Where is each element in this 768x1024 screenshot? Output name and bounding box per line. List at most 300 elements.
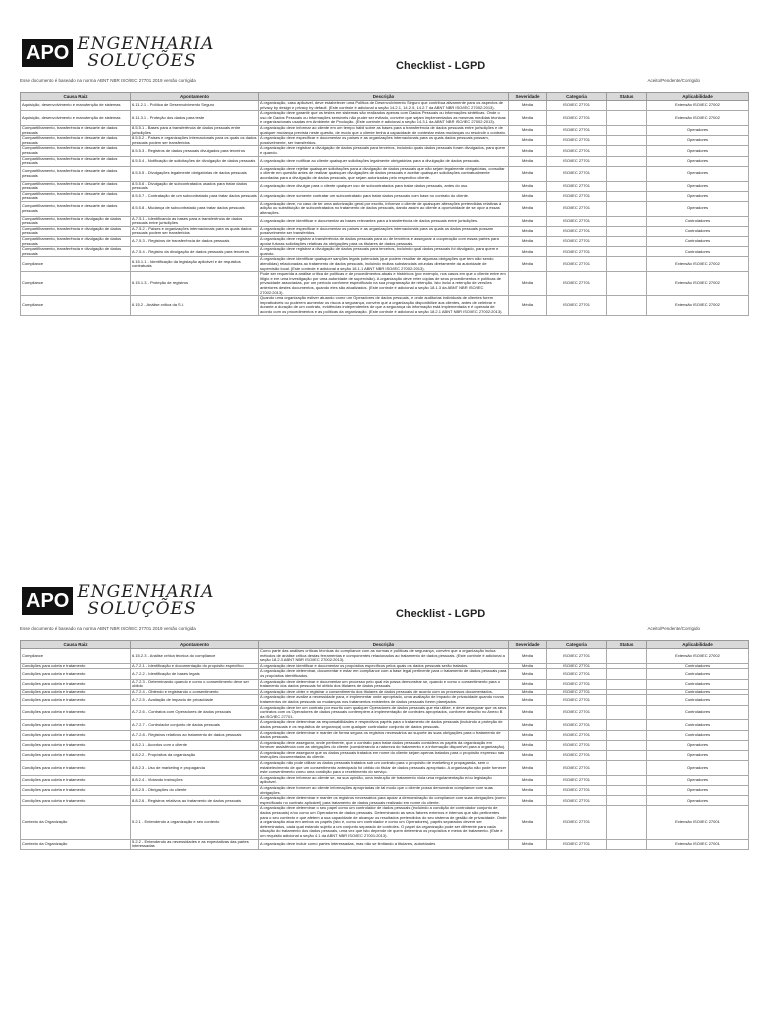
cell-apontamento: 6.15.1.3 - Proteção de registros [131,272,259,296]
table-row [21,156,749,166]
cell-aplicabilidade: Operadores [647,191,749,201]
cell-descricao: A organização deve determinar e manter os registros necessários para apoiar a demonstração do compliance com suas obrigações (como especificado no contrato aplicável) para tratamento de dados pessoais realizado em nome do cliente. [259,796,509,806]
cell-descricao: A organização deve determinar as responsabilidades e respectivos papéis para o tratamento de dados pessoais (incluindo a proteção de dados pessoais e os requisitos de segurança) com qualquer controlador conjunto de dados pessoais. [259,720,509,730]
checklist-table [20,92,749,316]
cell-status [607,191,647,201]
cell-apontamento: A.7.2.6 - Contratos com Operadores de dados pessoais [131,705,259,720]
cell-categoria: ISO/IEC 27701 [547,679,607,689]
cell-severidade: Média [509,156,547,166]
cell-severidade: Média [509,257,547,272]
cell-categoria: ISO/IEC 27701 [547,191,607,201]
cell-causa-raiz: Compliance [21,257,131,272]
cell-categoria: ISO/IEC 27701 [547,761,607,776]
cell-aplicabilidade: Controladores [647,705,749,720]
cell-categoria: ISO/IEC 27701 [547,796,607,806]
cell-status [607,796,647,806]
cell-apontamento: 8.5.5.2 - Países e organizações internacionais para os quais os dados pessoais podem ser transferidos [132,135,257,145]
cell-descricao: A organização deve determinar, documentar e estar em compliance com a base legal pertinente para o tratamento de dados pessoais para os propósitos identificados. [259,669,509,679]
table-row [21,786,749,796]
table-row [21,750,749,760]
cell-apontamento: A.7.2.4 - Obtendo e registrando o consentimento [131,689,259,695]
cell-severidade: Média [509,786,547,796]
cell-aplicabilidade: Controladores [647,226,749,236]
table-row [21,272,749,296]
page-title: Checklist - LGPD [396,608,486,620]
table-row [21,669,749,679]
cell-categoria: ISO/IEC 27701 [547,839,607,849]
cell-severidade: Média [509,839,547,849]
table-row [21,839,749,849]
cell-status [607,181,647,191]
cell-aplicabilidade: Operadores [647,125,749,135]
cell-aplicabilidade: Controladores [647,695,749,705]
cell-descricao: A organização deve identificar e documentar os propósitos específicos pelos quais os dados pessoais serão tratados. [259,663,509,669]
column-header-severidade: Severidade [509,93,547,101]
cell-causa-raiz: Condições para coleta e tratamento [21,775,131,785]
cell-descricao: A organização não pode utilizar os dados pessoais tratados sob um contrato para o propósito de marketing e propaganda, sem o estabelecimento de que um consentimento antecipado foi obtido do titular de dados pessoais apropriado. A organização não pode fornecer este consentimento como uma condição para o recebimento do serviço. [259,761,509,776]
cell-categoria: ISO/IEC 27701 [547,296,607,315]
column-header-categoria: Categoria [547,93,607,101]
cell-aplicabilidade: Extensão ISO/IEC 27001 [647,839,749,849]
column-header-causa-raiz: Causa Raiz [21,641,131,649]
cell-severidade: Média [509,146,547,156]
cell-status [607,679,647,689]
status-legend: Aceito/Pendente/Corrigido [647,626,700,631]
cell-severidade: Média [509,272,547,296]
cell-status [607,166,647,181]
cell-severidade: Média [509,136,547,146]
cell-causa-raiz: Aquisição, desenvolvimento e manutenção de sistemas [21,111,131,126]
cell-status [607,720,647,730]
cell-severidade: Média [509,806,547,839]
cell-aplicabilidade: Operadores [647,146,749,156]
cell-apontamento: 6.15.1.1 - Identificação da legislação aplicável e de requisitos contratuais [131,257,259,272]
cell-apontamento: 8.8.2.5 - Obrigações do cliente [131,786,259,796]
cell-aplicabilidade: Operadores [647,166,749,181]
table-row [21,125,749,135]
cell-causa-raiz: Condições para coleta e tratamento [21,663,131,669]
cell-descricao: A organização deve informar ao cliente em um tempo hábil sobre as bases para a transferência de dados pessoais entre jurisdições e de qualquer mudança prevista neste quesito, de modo que o cliente tenha a capacidade de contestar estas mudanças ou rescindir o contrato. [259,125,509,135]
column-header-apontamento: Apontamento [131,641,259,649]
cell-categoria: ISO/IEC 27701 [547,649,607,664]
logo-wordmark: ENGENHARIA SOLUÇÕES [77,582,215,619]
cell-aplicabilidade: Extensão ISO/IEC 27002 [647,649,749,664]
cell-causa-raiz: Compliance [21,649,131,664]
cell-aplicabilidade: Controladores [647,679,749,689]
cell-categoria: ISO/IEC 27701 [547,125,607,135]
cell-descricao: A organização deve, no caso de ter uma autorização geral por escrito, informar o cliente de quaisquer alterações pretendidas relativas à adição ou substituição de subcontratados no tratamento de dados pessoais, dando assim ao cliente a oportunidade de se opor a essas alterações. [259,201,509,216]
cell-categoria: ISO/IEC 27701 [547,740,607,750]
cell-categoria: ISO/IEC 27701 [547,705,607,720]
cell-severidade: Média [509,125,547,135]
table-row [21,775,749,785]
checklist-page-1 [20,36,748,316]
cell-apontamento: A.7.5.1 - Identificando as bases para a transferência de dados pessoais entre jurisdições [131,216,259,226]
cell-categoria: ISO/IEC 27701 [547,663,607,669]
cell-aplicabilidade: Operadores [647,136,749,146]
page-header [20,584,748,640]
column-header-severidade: Severidade [509,641,547,649]
table-row [21,796,749,806]
cell-causa-raiz: Compartilhamento, transferência e divulgação de dados pessoais [21,216,131,226]
cell-causa-raiz: Condições para coleta e tratamento [21,786,131,796]
cell-apontamento: 8.5.5.3 - Registros de dados pessoais divulgados para terceiros [131,146,259,156]
cell-causa-raiz: Condições para coleta e tratamento [21,761,131,776]
cell-causa-raiz: Condições para coleta e tratamento [21,705,131,720]
column-header-causa-raiz: Causa Raiz [21,93,131,101]
cell-aplicabilidade: Controladores [647,689,749,695]
cell-aplicabilidade: Operadores [647,775,749,785]
cell-apontamento: 8.5.5.6 - Divulgação de subcontratados usados para tratar dados pessoais [131,181,259,191]
cell-status [607,216,647,226]
column-header-aplicabilidade: Aplicabilidade [647,93,749,101]
cell-severidade: Média [509,750,547,760]
cell-categoria: ISO/IEC 27701 [547,806,607,839]
cell-descricao: A organização, caso aplicável, deve estabelecer uma Política de Desenvolvimento Seguro que contribua ativamente para os aspectos de privacy by design e privacy by default. (Este controle é adicional a seção 14.2.1, 14.2.5, 14.2.7 da ABNT NBR ISO/IEC 27002:2013). [259,101,509,111]
cell-severidade: Média [509,226,547,236]
cell-status [607,237,647,247]
page-header [20,36,748,92]
checklist-page-2 [20,584,748,850]
table-row [21,136,749,146]
cell-status [607,125,647,135]
cell-status [607,272,647,296]
cell-aplicabilidade: Operadores [647,750,749,760]
cell-severidade: Média [509,689,547,695]
cell-descricao: A organização deve determinar e manter de forma segura os registros necessários ao suporte às suas obrigações para o tratamento de dados pessoais. [259,730,509,740]
column-header-categoria: Categoria [547,641,607,649]
cell-descricao: A organização deve assegurar que os dados pessoais tratados em nome do cliente sejam apenas tratados para o propósito expresso nas instruções documentadas do cliente. [259,750,509,760]
cell-severidade: Média [509,191,547,201]
cell-aplicabilidade: Controladores [647,720,749,730]
cell-categoria: ISO/IEC 27701 [547,201,607,216]
cell-categoria: ISO/IEC 27701 [547,111,607,126]
cell-categoria: ISO/IEC 27701 [547,669,607,679]
cell-descricao: A organização deve informar ao cliente se, na sua opinião, uma instrução de tratamento viola uma regulamentação e/ou legislação aplicável. [259,775,509,785]
cell-severidade: Média [509,679,547,689]
cell-status [607,111,647,126]
cell-severidade: Média [509,166,547,181]
cell-severidade: Média [509,111,547,126]
cell-status [607,649,647,664]
cell-descricao: A organização deve somente contratar um subcontratado para tratar dados pessoais com base no contrato do cliente. [259,191,509,201]
cell-descricao: A organização deve fornecer ao cliente informações apropriadas de tal modo que o cliente possa demonstrar compliance com suas obrigações. [259,786,509,796]
cell-descricao: A organização deve determinar o seu papel como um controlador de dados pessoais (incluindo a condição de controlador conjunto de dados pessoais) e/ou como um Operadores de dados pessoais. Determinando as seus fatores externos e internos que são pertinentes para o seu contexto e que afetem a sua capacidade de alcançar os resultados pretendidos do seu sistema de gestão de privacidade. Onde a organização atua em ambos os papéis (isto é, como um controlador e como um Operadores), papéis separados devem ser determinados, cada qual estando sujeito a um conjunto separado de controles. O papel da organização pode ser diferente para cada situação do tratamento dos dados pessoais, uma vez que isto depende de quem determina os propósitos e meios de tratamento. (Este é um requisito adicional a seção 4.1 da ABNT NBR ISO/IEC 27001:2013). [260,805,507,838]
column-header-aplicabilidade: Aplicabilidade [647,641,749,649]
cell-apontamento: 8.5.5.4 - Notificação de solicitações de divulgação de dados pessoais [131,156,259,166]
cell-severidade: Média [509,649,547,664]
column-header-status: Status [607,641,647,649]
cell-descricao: A organização deve assegurar, onde pertinente, que o contrato para tratar dados pessoais considera os papéis da organização em fornecer assistência com as obrigações do cliente (considerando a natureza do tratamento e a informação disponível para a organização). [259,740,509,750]
cell-status [607,750,647,760]
logo-wordmark: ENGENHARIA SOLUÇÕES [77,34,215,71]
cell-descricao: A organização deve determinar e documentar um processo pelo qual ela possa demonstrar se, quando e como o consentimento para o tratamento dos dados pessoais foi obtido dos titulares de dados pessoais. [259,679,509,689]
cell-causa-raiz: Condições para coleta e tratamento [21,740,131,750]
cell-categoria: ISO/IEC 27701 [547,775,607,785]
cell-descricao: Quando uma organização estiver atuando como um Operadores de dados pessoais, e onde auditorias individuais de clientes forem impraticáveis ou puderem aumentar os riscos a segurança, convém que a organização disponibilize aos clientes, antes de celebrar e durante a duração de um contrato, evidências independentes de que a segurança da informação está implementada e é operada de acordo com os procedimentos e as políticas da organização. (Este controle é adicional a seção 18.2.1 ABNT NBR ISO/IEC 27002:2013). [259,296,509,315]
cell-causa-raiz: Compliance [21,296,131,315]
cell-aplicabilidade: Operadores [647,201,749,216]
cell-apontamento: 8.8.2.1 - Acordos com o cliente [131,740,259,750]
cell-severidade: Média [509,201,547,216]
cell-categoria: ISO/IEC 27701 [547,101,607,111]
table-row [21,247,749,257]
cell-aplicabilidade: Extensão ISO/IEC 27002 [647,101,749,111]
cell-causa-raiz: Compartilhamento, transferência e descarte de dados pessoais [21,125,131,135]
table-body [21,649,749,850]
table-row [21,740,749,750]
cell-aplicabilidade: Operadores [647,761,749,776]
cell-categoria: ISO/IEC 27701 [547,216,607,226]
cell-status [607,705,647,720]
cell-causa-raiz: Condições para coleta e tratamento [21,669,131,679]
page-title: Checklist - LGPD [396,60,486,72]
cell-causa-raiz: Compartilhamento, transferência e descarte de dados pessoais [21,146,131,156]
cell-status [607,156,647,166]
cell-severidade: Média [509,237,547,247]
cell-causa-raiz: Condições para coleta e tratamento [21,730,131,740]
cell-aplicabilidade: Operadores [647,786,749,796]
cell-status [607,296,647,315]
cell-severidade: Média [509,695,547,705]
cell-apontamento: 8.8.2.3 - Uso de marketing e propaganda [131,761,259,776]
cell-status [607,146,647,156]
cell-aplicabilidade: Extensão ISO/IEC 27002 [647,272,749,296]
table-header-row [21,641,749,649]
cell-causa-raiz: Aquisição, desenvolvimento e manutenção de sistemas [21,101,131,111]
cell-status [607,761,647,776]
cell-aplicabilidade: Extensão ISO/IEC 27002 [647,296,749,315]
cell-categoria: ISO/IEC 27701 [547,247,607,257]
cell-status [607,695,647,705]
cell-descricao: A organização deve notificar ao cliente quaisquer solicitações legalmente obrigatórias para a divulgação de dados pessoais. [259,156,509,166]
cell-apontamento: A.7.2.3 - Determinando quando e como o consentimento deve ser obtido [131,679,259,689]
cell-causa-raiz: Condições para coleta e tratamento [21,796,131,806]
cell-status [607,226,647,236]
cell-categoria: ISO/IEC 27701 [547,136,607,146]
cell-categoria: ISO/IEC 27701 [547,730,607,740]
table-row [21,237,749,247]
cell-categoria: ISO/IEC 27701 [547,257,607,272]
table-row [21,166,749,181]
column-header-status: Status [607,93,647,101]
cell-apontamento: A.7.2.7 - Controlador conjunto de dados pessoais [131,720,259,730]
cell-descricao: A organização deve garantir que os testes em sistemas são realizados apenas com Dados Pessoais ou informações sintéticas. Onde o uso de Dados Pessoais ou informações sensíveis não puder ser evitado, convém que sejam implementados as mesmas medidas técnicas e organizacionais usadas em Ambiente de Produção. (Este controle é adicional a seção 14.3.1 da ABNT NBR ISO/IEC 27002:2013). [259,111,509,126]
checklist-table [20,640,749,850]
cell-apontamento: 8.8.2.6 - Registros relativos ao tratamento de dados pessoais [131,796,259,806]
cell-apontamento: A.7.5.4 - Registro da divulgação de dados pessoais para terceiros [131,247,259,257]
table-row [21,201,749,216]
table-row [21,761,749,776]
cell-status [607,806,647,839]
cell-causa-raiz: Contexto da Organização [21,806,131,839]
cell-apontamento: 8.5.5.8 - Mudança de subcontratado para tratar dados pessoais [131,201,259,216]
table-row [21,226,749,236]
table-row [21,296,749,315]
cell-causa-raiz: Compartilhamento, transferência e descarte de dados pessoais [21,166,131,181]
table-row [21,720,749,730]
cell-aplicabilidade: Operadores [647,740,749,750]
cell-aplicabilidade: Operadores [647,796,749,806]
cell-severidade: Média [509,796,547,806]
cell-aplicabilidade: Controladores [647,663,749,669]
cell-categoria: ISO/IEC 27701 [547,146,607,156]
cell-aplicabilidade: Controladores [647,216,749,226]
cell-aplicabilidade: Extensão ISO/IEC 27002 [647,257,749,272]
cell-severidade: Média [509,775,547,785]
cell-aplicabilidade: Controladores [647,669,749,679]
table-header-row [21,93,749,101]
cell-categoria: ISO/IEC 27701 [547,750,607,760]
cell-descricao: A organização deve avaliar a necessidade para, e implementar onde apropriado, uma avaliação de impacto de privacidade quando novos tratamentos de dados pessoais ou mudanças nos tratamentos existentes de dados pessoais forem planejados. [259,695,509,705]
company-logo [22,584,214,618]
cell-categoria: ISO/IEC 27701 [547,695,607,705]
cell-descricao: A organização deve divulgar para o cliente qualquer uso de subcontratados para tratar dados pessoais, antes do uso. [259,181,509,191]
column-header-apontamento: Apontamento [131,93,259,101]
column-header-descricao: Descrição [259,641,509,649]
cell-status [607,247,647,257]
cell-aplicabilidade: Extensão ISO/IEC 27002 [647,111,749,126]
cell-categoria: ISO/IEC 27701 [547,181,607,191]
cell-status [607,730,647,740]
cell-apontamento: 6.11.3.1 - Proteção dos dados para teste [131,111,259,126]
cell-apontamento: 8.8.2.4 - Violando instruções [131,775,259,785]
cell-status [607,775,647,785]
cell-apontamento: 8.5.5.5 - Divulgações legalmente obrigatórias de dados pessoais [131,166,259,181]
table-row [21,101,749,111]
cell-severidade: Média [509,740,547,750]
cell-apontamento: A.7.2.8 - Registros relativos ao tratamento de dados pessoais [131,730,259,740]
cell-causa-raiz: Compartilhamento, transferência e descarte de dados pessoais [21,156,131,166]
cell-categoria: ISO/IEC 27701 [547,720,607,730]
cell-severidade: Média [509,663,547,669]
document-note: Esse documento é baseado na norma ABNT NBR ISO/IEC 27701 2019 versão corrigida [20,78,196,83]
cell-causa-raiz: Condições para coleta e tratamento [21,720,131,730]
cell-descricao: A organização deve identificar e documentar as bases relevantes para a transferência de dados pessoais entre jurisdições. [259,216,509,226]
cell-causa-raiz: Condições para coleta e tratamento [21,689,131,695]
table-row [21,257,749,272]
cell-descricao: A organização deve especificar e documentar os países e as organizações internacionais para os quais os dados pessoais possam possivelmente ser transferidos. [259,226,509,236]
cell-severidade: Média [509,669,547,679]
cell-apontamento: 6.15.2.3 - Análise crítica técnica do compliance [131,649,259,664]
table-row [21,181,749,191]
cell-categoria: ISO/IEC 27701 [547,237,607,247]
cell-aplicabilidade: Controladores [647,237,749,247]
column-header-descricao: Descrição [259,93,509,101]
cell-descricao: A organização deve obter e registrar o consentimento dos titulares de dados pessoais de acordo com os processos documentados. [259,689,509,695]
cell-severidade: Média [509,181,547,191]
cell-apontamento: A.7.2.5 - Avaliação de impacto de privacidade [131,695,259,705]
cell-descricao: A organização deve rejeitar quaisquer solicitações para a divulgação de dados pessoais que não sejam legalmente obrigatórias, consultar o cliente em questão antes de realizar quaisquer divulgações de dados pessoais e aceitar quaisquer solicitações contratualmente acordadas para a divulgação de dados pessoais, que sejam autorizadas pelo respectivo cliente. [259,166,509,181]
cell-aplicabilidade: Controladores [647,247,749,257]
table-row [21,806,749,839]
cell-aplicabilidade: Operadores [647,181,749,191]
cell-severidade: Média [509,705,547,720]
cell-categoria: ISO/IEC 27701 [547,156,607,166]
cell-descricao: Como parte das análises críticas técnicas do compliance com as normas e políticas de segurança, convém que a organização inclua métodos de análise crítica destas ferramentas e componentes relacionados ao tratamento de dados pessoais. (Este controle é adicional a seção 18.2.3 ABNT NBR ISO/IEC 27002:2013). [259,649,509,664]
cell-severidade: Média [509,101,547,111]
logo-mark: APO [22,587,73,615]
cell-apontamento: 6.11.2.1 - Política de Desenvolvimento Seguro [131,101,259,111]
cell-aplicabilidade: Controladores [647,730,749,740]
cell-status [607,669,647,679]
cell-severidade: Média [509,730,547,740]
cell-causa-raiz: Contexto da Organização [21,839,131,849]
table-row [21,705,749,720]
cell-categoria: ISO/IEC 27701 [547,689,607,695]
cell-causa-raiz: Condições para coleta e tratamento [21,695,131,705]
cell-apontamento: 5.2.1 - Entendendo a organização e seu contexto [131,806,259,839]
cell-causa-raiz: Compartilhamento, transferência e descarte de dados pessoais [21,181,131,191]
cell-apontamento: A.7.2.1 - Identificação e documentação do propósito específico [131,663,259,669]
table-row [21,111,749,126]
cell-apontamento: A.7.5.2 - Países e organizações internacionais para os quais dados pessoais podem ser transferidos [131,226,259,236]
cell-causa-raiz: Compartilhamento, transferência e divulgação de dados pessoais [21,247,131,257]
cell-descricao: A organização deve registrar a divulgação de dados pessoais para terceiros, incluindo quais dados pessoais foram divulgados, para quem e quando. [259,146,509,156]
table-row [21,679,749,689]
cell-descricao: Pode ser requerida a análise crítica de políticas e de procedimentos atuais e históricos (por exemplo, nos casos em que o cliente entre em litígio e em uma investigação por uma autoridade de supervisão). A organização deve reter cópias de seus procedimentos e políticas de privacidade associadas, por um período conforme especificado na sua programação de retenção. Isto inclui a retenção de versões anteriores destes documentos, quando eles são atualizados. (Este controle é adicional a seção 18.1.3 da ABNT NBR ISO/IEC 27002:2013). [259,272,509,296]
table-row [21,216,749,226]
logo-mark: APO [22,39,73,67]
cell-causa-raiz: Compliance [21,272,131,296]
cell-status [607,201,647,216]
table-row [21,730,749,740]
cell-apontamento: A.7.2.2 - Identificação de bases legais [131,669,259,679]
cell-descricao: A organização deve incluir como partes interessadas, mas não se limitando a titulares, autoridades [259,839,509,849]
table-row [21,649,749,664]
cell-causa-raiz: Compartilhamento, transferência e descarte de dados pessoais [21,191,131,201]
cell-apontamento: A.7.5.3 - Registros de transferência de dados pessoais [131,237,259,247]
cell-status [607,786,647,796]
cell-apontamento: 8.8.2.2 - Propósitos da organização [131,750,259,760]
cell-categoria: ISO/IEC 27701 [547,226,607,236]
cell-apontamento: 5.2.2 - Entendendo as necessidades e as expectativas das partes interessadas [131,839,259,849]
cell-apontamento: 8.5.5.7 - Contratação de um subcontratado para tratar dados pessoais [131,191,259,201]
cell-descricao: A organização deve especificar e documentar os países e as organizações internacionais para os quais dados pessoais possam, possivelmente, ser transferidos. [259,136,509,146]
table-row [21,146,749,156]
cell-descricao: A organização deve registrar a transferência de dados pessoais para ou de terceiros e assegurar a cooperação com essas partes para apoiar futuras solicitações relativas às obrigações para os titulares de dados pessoais. [259,237,509,247]
status-legend: Aceito/Pendente/Corrigido [647,78,700,83]
cell-severidade: Média [509,296,547,315]
cell-descricao: A organização deve ter um contrato por escrito com qualquer Operadores de dados pessoais que ela utilize, e deve assegurar que os seus contratos com os Operadores de dados pessoais contemplem a implementação de controles apropriados, conforme descrito no Anexo B da ISO/IEC 27701. [259,705,509,720]
cell-causa-raiz: Condições para coleta e tratamento [21,750,131,760]
cell-categoria: ISO/IEC 27701 [547,786,607,796]
cell-status [607,740,647,750]
cell-causa-raiz: Compartilhamento, transferência e divulgação de dados pessoais [21,226,131,236]
cell-causa-raiz: Condições para coleta e tratamento [21,679,131,689]
cell-status [607,101,647,111]
document-note: Esse documento é baseado na norma ABNT NBR ISO/IEC 27701 2019 versão corrigida [20,626,196,631]
cell-categoria: ISO/IEC 27701 [547,166,607,181]
table-row [21,695,749,705]
table-row [21,191,749,201]
cell-aplicabilidade: Extensão ISO/IEC 27001 [647,806,749,839]
cell-severidade: Média [509,216,547,226]
cell-aplicabilidade: Operadores [647,156,749,166]
cell-status [607,839,647,849]
table-body [21,101,749,316]
company-logo [22,36,214,70]
cell-causa-raiz: Compartilhamento, transferência e descarte de dados pessoais [21,201,131,216]
cell-categoria: ISO/IEC 27701 [547,272,607,296]
cell-status [607,257,647,272]
cell-severidade: Média [509,720,547,730]
cell-severidade: Média [509,761,547,776]
cell-status [607,136,647,146]
cell-causa-raiz: Compartilhamento, transferência e descarte de dados pessoais [21,136,131,146]
cell-causa-raiz: Compartilhamento, transferência e divulgação de dados pessoais [21,237,131,247]
cell-descricao: A organização deve identificar quaisquer sanções legais potenciais (que podem resultar de algumas obrigações que tem não sendo atendidas) relacionadas ao tratamento de dados pessoais, incluindo multas substanciais oriundas diretamente da autoridade de supervisão local. (Este controle é adicional a seção 18.1.1 ABNT NBR ISO/IEC 27002:2013). [259,257,509,272]
